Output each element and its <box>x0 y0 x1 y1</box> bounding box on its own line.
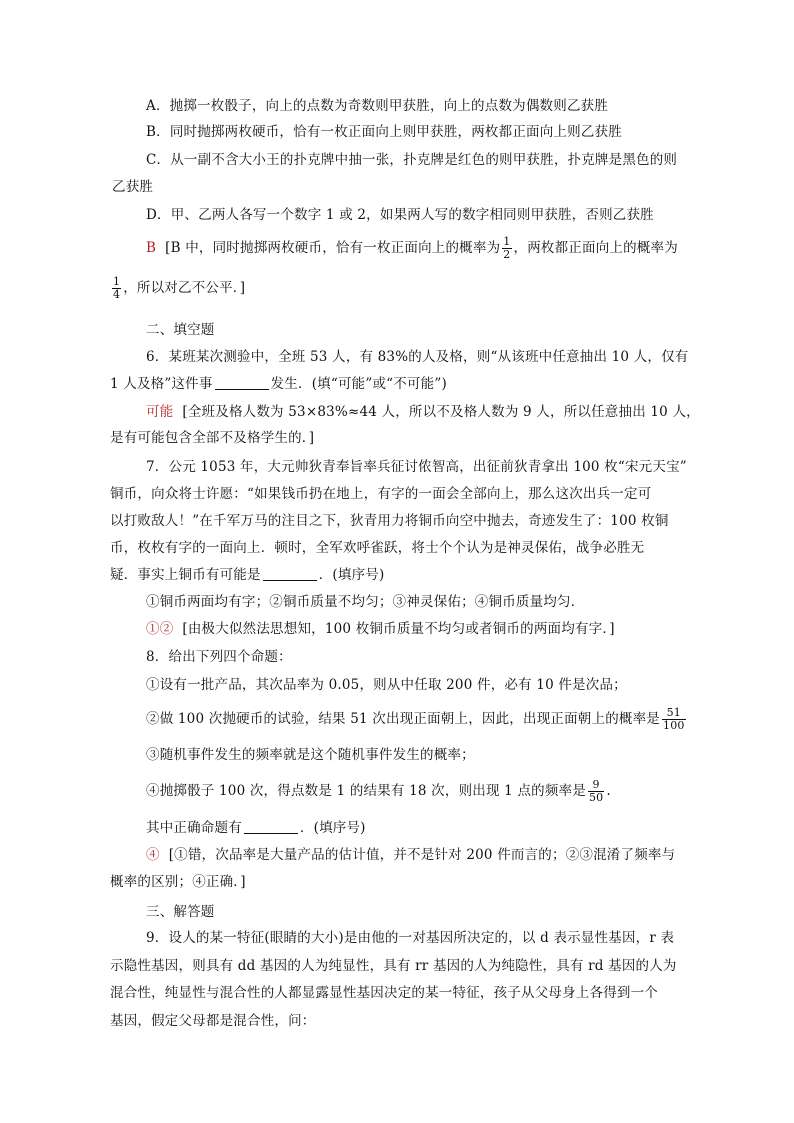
q6-stem-line2 <box>110 374 447 394</box>
q8-proposition-1: ①设有一批产品，其次品率为 0.05，则从中任取 200 件，必有 10 件是次品； <box>146 677 627 693</box>
q6-stem-text-end: 发生．(填“可能”或“不可能”) <box>270 376 447 392</box>
q8-proposition-4-text: ④抛掷骰子 100 次，得点数是 1 的结果有 18 次，则出现 1 点的频率是 <box>146 783 586 799</box>
q8-answer: ④ <box>146 847 160 863</box>
q7-stem-line1: 7．公元 1053 年，大元帅狄青奉旨率兵征讨侬智高，出征前狄青拿出 100 枚“宋元天宝” <box>146 459 687 475</box>
q5-option-a: A．抛掷一枚骰子，向上的点数为奇数则甲获胜，向上的点数为偶数则乙获胜 <box>146 98 609 114</box>
q9-stem-line1: 9．设人的某一特征(眼睛的大小)是由他的一对基因所决定的，以 d 表示显性基因，r 表 <box>146 930 675 946</box>
fraction-9-50 <box>588 779 604 804</box>
q7-answer: ①② <box>146 621 174 637</box>
q6-stem-line1: 6．某班某次测验中，全班 53 人，有 83%的人及格，则“从该班中任意抽出 10 人，仅有 <box>146 349 689 365</box>
fraction-numerator: 51 <box>662 707 686 720</box>
q7-stem-line5 <box>110 565 384 585</box>
q9-stem-line3: 混合性，纯显性与混合性的人都显露显性基因决定的某一特征，孩子从父母身上各得到一个 <box>110 985 658 1001</box>
q5-answer: B <box>146 240 157 256</box>
fraction-denominator: 50 <box>588 791 604 804</box>
q5-explanation-b: ，两枚都正面向上的概率为 <box>513 240 678 256</box>
answer-blank <box>244 819 298 834</box>
q7-options: ①铜币两面均有字；②铜币质量不均匀；③神灵保佑；④铜币质量均匀． <box>146 594 585 610</box>
q7-stem-text: 疑．事实上铜币有可能是 <box>110 567 261 583</box>
q8-intro: 8．给出下列四个命题： <box>146 649 292 665</box>
q8-explanation-line2: 概率的区别；④正确．] <box>110 874 246 890</box>
q8-explanation: [①错，次品率是大量产品的估计值，并不是针对 200 件而言的；②③混淆了频率与 <box>168 847 676 863</box>
q5-option-c-line1: C．从一副不含大小王的扑克牌中抽一张，扑克牌是红色的则甲获胜，扑克牌是黑色的则 <box>146 152 678 168</box>
fraction-51-100 <box>662 707 686 732</box>
fraction-numerator: 1 <box>113 275 121 288</box>
fraction-denominator: 100 <box>663 719 685 732</box>
q5-answer-line <box>146 236 678 261</box>
q5-explanation-c: ，所以对乙不公平．] <box>123 280 246 296</box>
q8-answer-line <box>146 845 675 865</box>
q7-explanation: [由极大似然法思想知，100 枚铜币质量不均匀或者铜币的两面均有字．] <box>182 621 615 637</box>
answer-blank <box>215 375 269 390</box>
q7-stem-line3: 以打败敌人！”在千军万马的注目之下，狄青用力将铜币向空中抛去，奇迹发生了：100 枚铜 <box>110 513 669 529</box>
fraction-denominator: 2 <box>503 248 511 261</box>
q5-option-c-line2: 乙获胜 <box>112 179 154 195</box>
fraction-numerator: 9 <box>588 779 604 792</box>
q8-question-text: 其中正确命题有 <box>146 820 242 836</box>
q5-explanation-a: [B 中，同时抛掷两枚硬币，恰有一枚正面向上的概率为 <box>165 240 501 256</box>
q6-answer-line <box>146 402 700 422</box>
q8-proposition-2-text: ②做 100 次抛硬币的试验，结果 51 次出现正面朝上，因此，出现正面朝上的概率是 <box>146 711 661 727</box>
q5-option-b: B．同时抛掷两枚硬币，恰有一枚正面向上则甲获胜，两枚都正面向上则乙获胜 <box>146 124 622 140</box>
q8-proposition-3: ③随机事件发生的频率就是这个随机事件发生的概率； <box>146 747 475 763</box>
answer-blank <box>263 566 317 581</box>
q8-question-text-end: ．(填序号) <box>299 820 366 836</box>
q5-explanation-line2 <box>110 276 245 301</box>
fraction-one-half <box>502 236 511 261</box>
q5-option-d: D．甲、乙两人各写一个数字 1 或 2，如果两人写的数字相同则甲获胜，否则乙获胜 <box>146 207 654 223</box>
fraction-one-quarter <box>112 276 121 301</box>
q9-stem-line2: 示隐性基因，则具有 dd 基因的人为纯显性，具有 rr 基因的人为纯隐性，具有 rd 基因的人为 <box>110 958 677 974</box>
q8-proposition-4-end: . <box>606 783 611 799</box>
fraction-numerator: 1 <box>503 235 511 248</box>
q8-proposition-2 <box>146 707 688 732</box>
q7-answer-line <box>146 619 615 639</box>
fraction-denominator: 4 <box>113 288 121 301</box>
q7-stem-line2: 铜币，向众将士许愿：“如果钱币扔在地上，有字的一面会全部向上，那么这次出兵一定可 <box>110 486 652 502</box>
q6-answer: 可能 <box>146 404 174 420</box>
q6-stem-text: 1 人及格”这件事 <box>110 376 213 392</box>
section-heading-fill-in: 二、填空题 <box>146 322 215 338</box>
section-heading-solutions: 三、解答题 <box>146 904 215 920</box>
q8-question <box>146 818 366 838</box>
q7-stem-text-end: ．(填序号) <box>318 567 385 583</box>
q6-explanation: [全班及格人数为 53×83%≈44 人，所以不及格人数为 9 人，所以任意抽出 10 人， <box>182 404 700 420</box>
q9-stem-line4: 基因，假定父母都是混合性，问： <box>110 1013 316 1029</box>
q8-proposition-4 <box>146 779 611 804</box>
q7-stem-line4: 币，枚枚有字的一面向上．顿时，全军欢呼雀跃，将士个个认为是神灵保佑，战争必胜无 <box>110 540 645 556</box>
q6-explanation-line2: 是有可能包含全部不及格学生的．] <box>110 430 315 446</box>
